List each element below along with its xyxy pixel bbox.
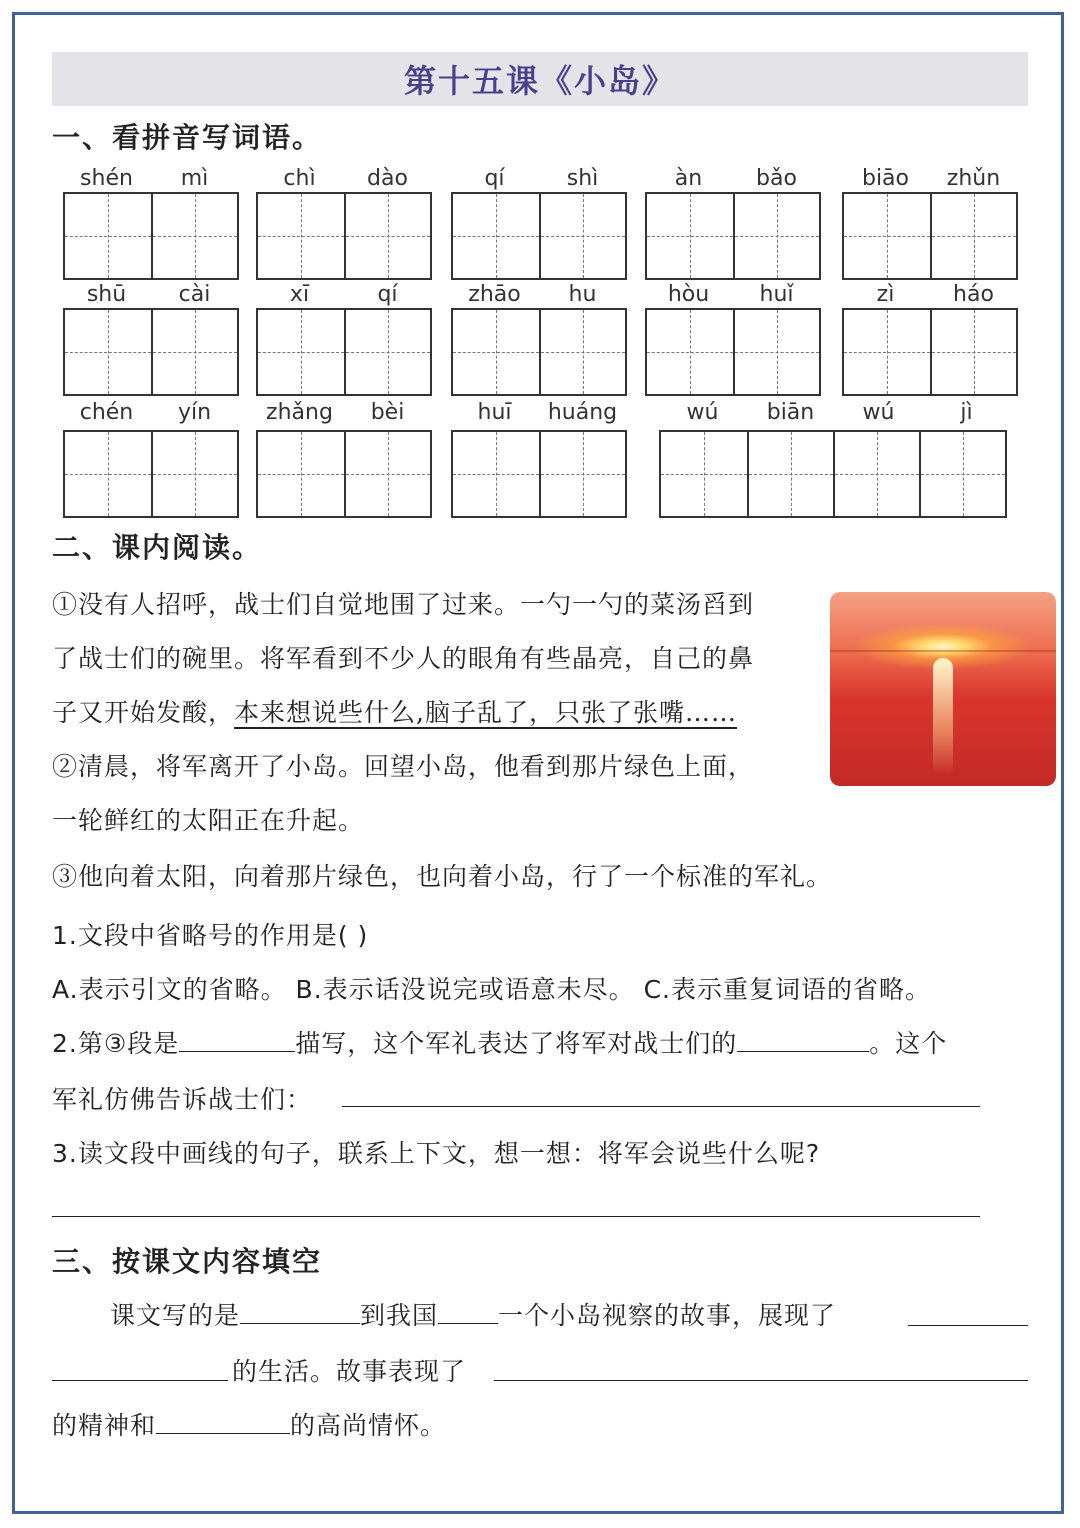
writing-grid[interactable] [842, 192, 1018, 280]
fill-line-1 [110, 1296, 836, 1332]
writing-grid[interactable] [659, 430, 1007, 518]
answer-line[interactable] [342, 1106, 980, 1107]
fill-text: 的生活。故事表现了 [232, 1357, 467, 1386]
fill-line-3 [52, 1406, 446, 1442]
writing-grid[interactable] [256, 308, 432, 396]
writing-grid[interactable] [451, 192, 627, 280]
fill-text: 到我国 [360, 1301, 439, 1330]
pinyin-label: chén [79, 400, 134, 425]
question-3: 3.读文段中画线的句子，联系上下文，想一想：将军会说些什么呢? [52, 1139, 821, 1168]
passage-line: ①没有人招呼，战士们自觉地围了过来。一勺一勺的菜汤舀到 [52, 590, 755, 619]
pinyin-label: biāo [861, 166, 910, 191]
answer-blank[interactable] [240, 1299, 360, 1324]
pinyin-label: huǐ [759, 282, 794, 307]
writing-grid[interactable] [645, 192, 821, 280]
pinyin-label: mì [180, 166, 209, 191]
writing-grid[interactable] [256, 192, 432, 280]
underlined-sentence: 本来想说些什么,脑子乱了，只张了张嘴…… [234, 698, 737, 727]
sunrise-image [830, 592, 1056, 786]
pinyin-label: yín [177, 400, 212, 425]
pinyin-label: zhǎng [266, 400, 333, 425]
writing-grid[interactable] [63, 430, 239, 518]
pinyin-label: cài [178, 282, 211, 307]
pinyin-label: bǎo [756, 166, 797, 191]
pinyin-label: dào [367, 166, 408, 191]
passage-line: 了战士们的碗里。将军看到不少人的眼角有些晶亮，自己的鼻 [52, 644, 755, 673]
answer-blank[interactable] [179, 1027, 295, 1052]
writing-grid[interactable] [842, 308, 1018, 396]
question-1: 1.文段中省略号的作用是( ) [52, 921, 369, 950]
pinyin-label: qí [377, 282, 398, 307]
title-bar [52, 52, 1028, 106]
pinyin-label: shén [80, 166, 133, 191]
pinyin-label: qí [484, 166, 505, 191]
passage-line: ③他向着太阳，向着那片绿色，也向着小岛，行了一个标准的军礼。 [52, 862, 833, 891]
answer-blank[interactable] [737, 1027, 869, 1052]
pinyin-label: biān [766, 400, 815, 425]
question-text: 军礼仿佛告诉战士们： [52, 1085, 313, 1114]
writing-grid[interactable] [451, 430, 627, 518]
section3-heading: 三、按课文内容填空 [52, 1245, 323, 1278]
pinyin-label: zì [876, 282, 895, 307]
answer-line[interactable] [494, 1380, 1028, 1381]
pinyin-label: hu [568, 282, 597, 307]
question-text: 。这个 [869, 1029, 948, 1058]
passage-line [52, 686, 737, 740]
question-1-options: A.表示引文的省略。 B.表示话没说完或语意未尽。 C.表示重复词语的省略。 [52, 975, 932, 1004]
pinyin-label: huī [477, 400, 512, 425]
passage-line: 一轮鲜红的太阳正在升起。 [52, 806, 365, 835]
question-text: 2.第③段是 [52, 1029, 180, 1058]
answer-line[interactable] [52, 1380, 228, 1381]
fill-text: 的高尚情怀。 [290, 1411, 447, 1440]
answer-line[interactable] [908, 1325, 1028, 1326]
writing-grid[interactable] [645, 308, 821, 396]
answer-line[interactable] [52, 1216, 980, 1217]
writing-grid[interactable] [63, 308, 239, 396]
pinyin-label: zhāo [468, 282, 521, 307]
page-title: 第十五课《小岛》 [403, 62, 676, 100]
section1-heading: 一、看拼音写词语。 [52, 121, 323, 154]
answer-blank[interactable] [156, 1409, 290, 1434]
fill-text: 课文写的是 [110, 1301, 241, 1330]
pinyin-label: shì [566, 166, 599, 191]
pinyin-label: àn [674, 166, 703, 191]
pinyin-label: hòu [667, 282, 710, 307]
question-2-cont [52, 1080, 312, 1116]
writing-grid[interactable] [451, 308, 627, 396]
fill-line-2 [232, 1352, 466, 1388]
pinyin-label: bèi [370, 400, 405, 425]
question-2 [52, 1024, 947, 1060]
passage-text: 子又开始发酸， [52, 698, 235, 727]
writing-grid[interactable] [63, 192, 239, 280]
answer-blank[interactable] [438, 1299, 498, 1324]
pinyin-label: xī [289, 282, 310, 307]
pinyin-label: wú [686, 400, 719, 425]
pinyin-label: háo [953, 282, 994, 307]
fill-text: 的精神和 [52, 1411, 157, 1440]
passage-line: ②清晨，将军离开了小岛。回望小岛，他看到那片绿色上面， [52, 752, 755, 781]
pinyin-label: zhǔn [946, 166, 1001, 191]
pinyin-label: shū [86, 282, 127, 307]
pinyin-label: chì [283, 166, 316, 191]
pinyin-label: huáng [547, 400, 618, 425]
section2-heading: 二、课内阅读。 [52, 531, 263, 564]
fill-text: 一个小岛视察的故事，展现了 [498, 1301, 837, 1330]
question-text: 描写，这个军礼表达了将军对战士们的 [295, 1029, 738, 1058]
pinyin-label: jì [960, 400, 973, 425]
pinyin-label: wú [862, 400, 895, 425]
writing-grid[interactable] [256, 430, 432, 518]
